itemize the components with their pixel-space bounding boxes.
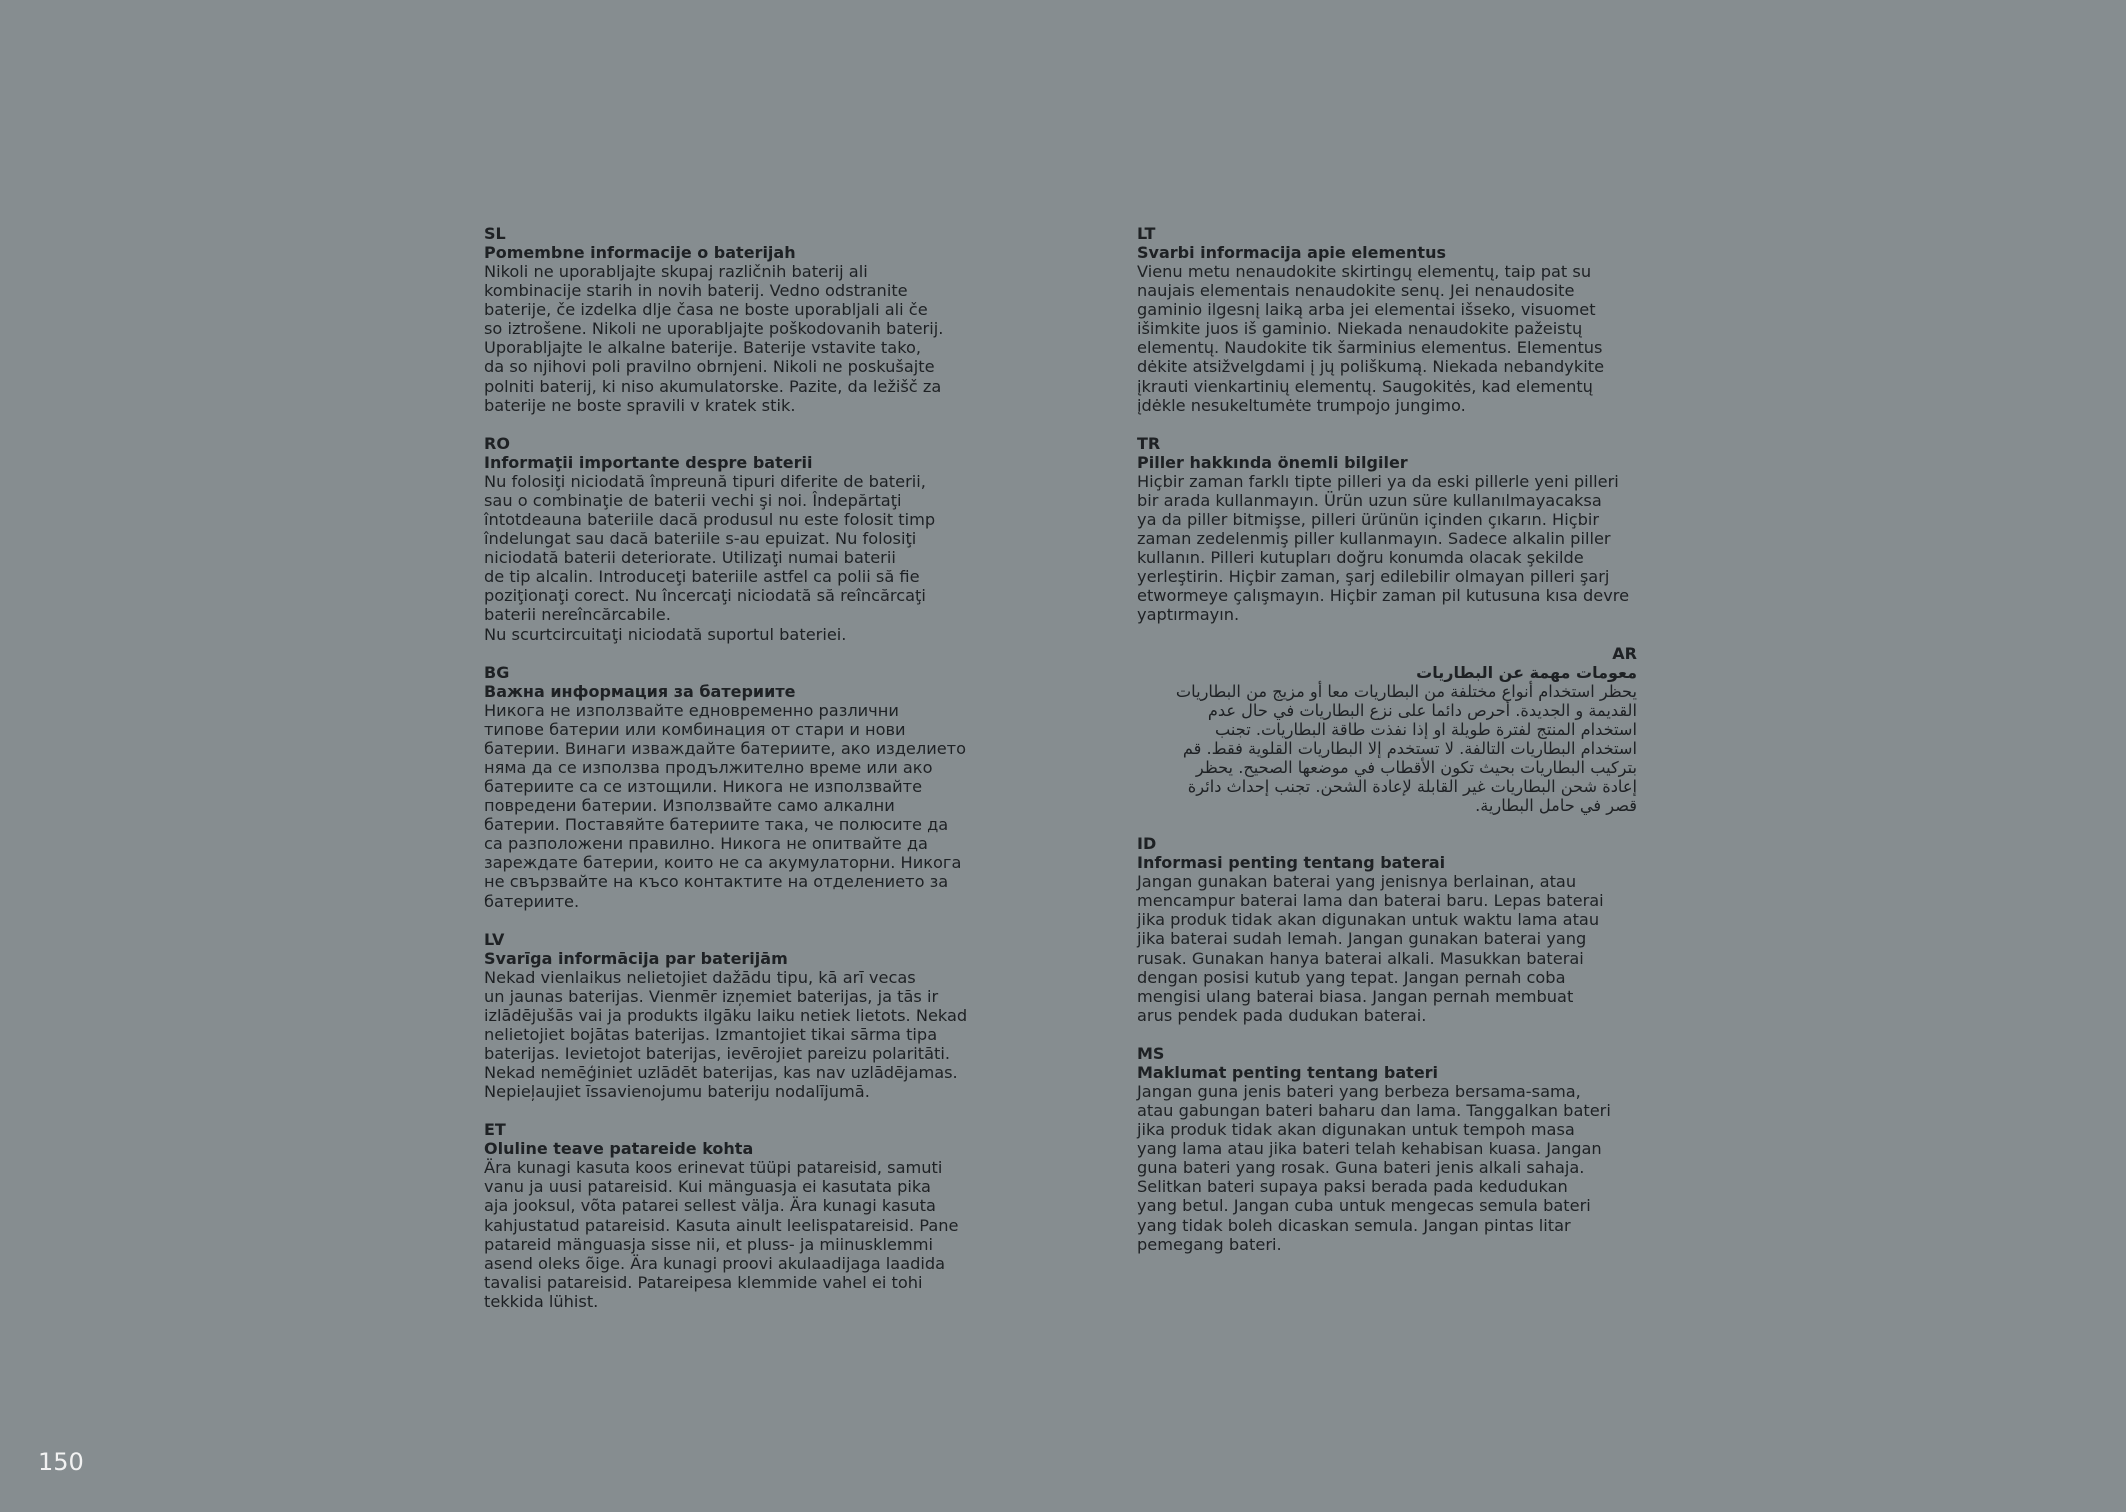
section-heading: Piller hakkında önemli bilgiler: [1137, 452, 1408, 472]
section-ms: [1137, 1044, 1637, 1254]
section-body: Vienu metu nenaudokite skirtingų elementų, taip pat su naujais elementais nenaudokite senų. Jei nenaudosite gaminio ilgesnį laiką arba jei elementai išseko, visuomet išimkite juos iš gaminio. Niekada nenaudokite pažeistų elementų. Naudokite tik šarminius elementus. Elementus dėkite atsižvelgdami į jų poliškumą. Niekada nebandykite įkrauti vienkartinių elementų. Saugokitės, kad elementų įdėkle nesukeltumėte trumpojo jungimo.: [1137, 262, 1605, 415]
language-code: MS: [1137, 1043, 1165, 1063]
section-heading: Svarbi informacija apie elementus: [1137, 243, 1446, 262]
section-heading: Informaţii importante despre baterii: [484, 452, 813, 472]
section-body: Jangan guna jenis bateri yang berbeza bersama-sama, atau gabungan bateri baharu dan lama. Tanggalkan bateri jika produk tidak akan digunakan untuk tempoh masa yang lama atau jika bateri telah kehabisan kuasa. Jangan guna bateri yang rosak. Guna bateri jenis alkali sahaja. Selitkan bateri supaya paksi berada pada kedudukan yang betul. Jangan cuba untuk mengecas semula bateri yang tidak boleh dicaskan semula. Jangan pintas litar pemegang bateri.: [1137, 1081, 1611, 1254]
right-column: [1137, 224, 1637, 1273]
section-body: Ära kunagi kasuta koos erinevat tüüpi patareisid, samuti vanu ja uusi patareisid. Kui mänguasja ei kasutata pika aja jooksul, võta patarei sellest välja. Ära kunagi kasuta kahjustatud patareisid. Kasuta ainult leelispatareisid. Pane patareid mänguasja sisse nii, et pluss- ja miinusklemmi asend oleks õige. Ära kunagi proovi akulaadijaga laadida tavalisi patareisid. Patareipesa klemmide vahel ei tohi tekkida lühist.: [484, 1158, 959, 1311]
section-heading: معومات مهمة عن البطاريات: [1416, 662, 1637, 682]
language-code: ID: [1137, 834, 1157, 854]
section-body: Nikoli ne uporabljajte skupaj različnih baterij ali kombinacije starih in novih baterij. Vedno odstranite baterije, če izdelka dlje časa ne boste uporabljali ali če so iztrošene. Nikoli ne uporabljajte poškodovanih baterij. Uporabljajte le alkalne baterije. Baterije vstavite tako, da so njihovi poli pravilno obrnjeni. Nikoli ne poskušajte polniti baterij, ki niso akumulatorske. Pazite, da ležišč za baterije ne boste spravili v kratek stik.: [484, 262, 944, 415]
section-ro: [484, 434, 984, 644]
language-code: AR: [1612, 643, 1637, 663]
section-tr: [1137, 434, 1637, 625]
section-bg: [484, 663, 984, 911]
section-body: Hiçbir zaman farklı tipte pilleri ya da eski pillerle yeni pilleri bir arada kullanmayın. Ürün uzun süre kullanılmayacaksa ya da piller bitmişse, pilleri ürünün içinden çıkarın. Hiçbir zaman zedelenmiş piller kullanmayın. Sadece alkalin piller kullanın. Pilleri kutupları doğru konumda olacak şekilde yerleştirin. Hiçbir zaman, şarj edilebilir olmayan pilleri şarj etwormeye çalışmayın. Hiçbir zaman pil kutusuna kısa devre yaptırmayın.: [1137, 471, 1630, 625]
language-code: LV: [484, 929, 505, 949]
section-heading: Maklumat penting tentang bateri: [1137, 1062, 1439, 1082]
section-lv: [484, 930, 984, 1102]
section-sl: [484, 224, 984, 415]
section-body: Jangan gunakan baterai yang jenisnya berlainan, atau mencampur baterai lama dan baterai baru. Lepas baterai jika produk tidak akan digunakan untuk waktu lama atau jika baterai sudah lemah. Jangan gunakan baterai yang rusak. Gunakan hanya baterai alkali. Masukkan baterai dengan posisi kutub yang tepat. Jangan pernah coba mengisi ulang baterai biasa. Jangan pernah membuat arus pendek pada dudukan baterai.: [1137, 872, 1604, 1025]
section-heading: Informasi penting tentang baterai: [1137, 853, 1446, 873]
section-ar: [1137, 644, 1637, 816]
section-body: Nu folosiţi niciodată împreună tipuri diferite de baterii, sau o combinaţie de baterii vechi şi noi. Îndepărtaţi întotdeauna bateriile dacă produsul nu este folosit timp îndelungat sau dacă bateriile s-au epuizat. Nu folosiţi niciodată baterii deteriorate. Utilizaţi numai baterii de tip alcalin. Introduceţi bateriile astfel ca polii să fie poziţionaţi corect. Nu încercaţi niciodată să reîncărcaţi baterii nereîncărcabile. Nu scurtcircuitaţi niciodată suportul bateriei.: [484, 471, 936, 644]
language-code: RO: [484, 433, 510, 453]
section-body: Никога не използвайте едновременно различни типове батерии или комбинация от стари и нови батерии. Винаги изваждайте батериите, ако изделието няма да се използва продължително време или ако батериите са се изтощили. Никога не използвайте повредени батерии. Използвайте само алкални батерии. Поставяйте батериите така, че полюсите да са разположени правилно. Никога не опитвайте да зареждате батерии, които не са акумулаторни. Никога не свързвайте на късо контактите на отделението за батериите.: [484, 700, 967, 911]
page-number: 150: [38, 1448, 84, 1476]
language-code: TR: [1137, 433, 1161, 453]
left-column: [484, 224, 984, 1330]
section-body: يحظر استخدام أنواع مختلفة من البطاريات معا أو مزيج من البطاريات القديمة و الجديدة. أحرص دائما على نزع البطاريات في حال عدم استخدام المنتج لفترة طويلة او إذا نفذت طاقة البطاريات. تجنب استخدام البطاريات التالفة. لا تستخدم إلا البطاريات القلوية فقط. قم بتركيب البطاريات بحيث تكون الأقطاب في موضعها الصحيح. يحظر إعادة شحن البطاريات غير القابلة لإعادة الشحن. تجنب إحداث دائرة قصر في حامل البطارية.: [1175, 681, 1637, 816]
section-heading: Pomembne informacije o baterijah: [484, 243, 796, 262]
language-code: LT: [1137, 224, 1156, 243]
section-lt: [1137, 224, 1637, 415]
section-heading: Oluline teave patareide kohta: [484, 1139, 754, 1159]
section-heading: Svarīga informācija par baterijām: [484, 948, 788, 968]
section-body: Nekad vienlaikus nelietojiet dažādu tipu, kā arī vecas un jaunas baterijas. Vienmēr izņemiet baterijas, ja tās ir izlādējušās vai ja produkts ilgāku laiku netiek lietots. Nekad nelietojiet bojātas baterijas. Izmantojiet tikai sārma tipa baterijas. Ievietojot baterijas, ievērojiet pareizu polaritāti. Nekad nemēģiniet uzlādēt baterijas, kas nav uzlādējamas. Nepieļaujiet īssavienojumu bateriju nodalījumā.: [484, 967, 968, 1102]
language-code: BG: [484, 662, 510, 682]
language-code: SL: [484, 224, 506, 243]
language-code: ET: [484, 1120, 506, 1140]
section-heading: Важна информация за батериите: [484, 681, 796, 701]
section-et: [484, 1120, 984, 1311]
section-id: [1137, 834, 1637, 1025]
